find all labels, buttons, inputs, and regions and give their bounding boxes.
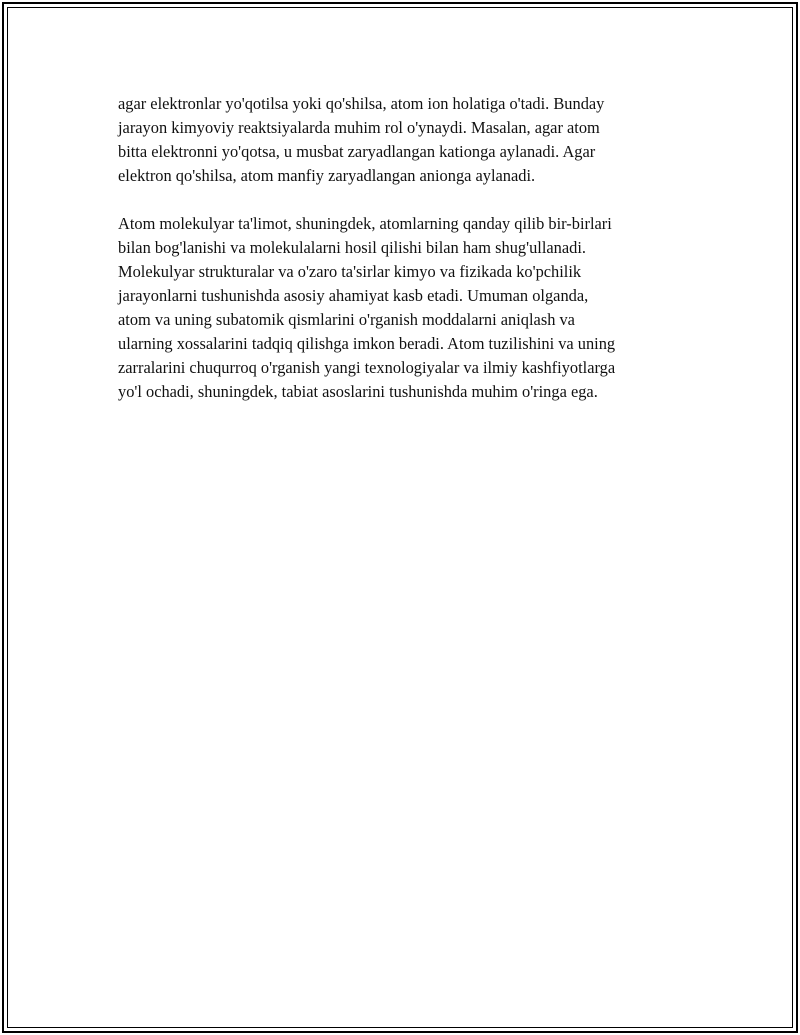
text-line: Atom molekulyar ta'limot, shuningdek, atomlarning qanday qilib bir-birlari (118, 214, 612, 233)
text-line: bilan bog'lanishi va molekulalarni hosil qilishi bilan ham shug'ullanadi. (118, 238, 586, 257)
text-line: Molekulyar strukturalar va o'zaro ta'sirlar kimyo va fizikada ko'pchilik (118, 262, 582, 281)
paragraph-ion-formation (118, 92, 690, 188)
text-line: yo'l ochadi, shuningdek, tabiat asoslarini tushunishda muhim o'ringa ega. (118, 382, 598, 401)
document-body (118, 92, 690, 404)
text-line: jarayon kimyoviy reaktsiyalarda muhim rol o'ynaydi. Masalan, agar atom (118, 118, 600, 137)
text-line: bitta elektronni yo'qotsa, u musbat zaryadlangan kationga aylanadi. Agar (118, 142, 596, 161)
text-line: jarayonlarni tushunishda asosiy ahamiyat kasb etadi. Umuman olganda, (118, 286, 589, 305)
text-line: elektron qo'shilsa, atom manfiy zaryadlangan anionga aylanadi. (118, 166, 536, 185)
text-line: zarralarini chuqurroq o'rganish yangi texnologiyalar va ilmiy kashfiyotlarga (118, 358, 616, 377)
text-line: atom va uning subatomik qismlarini o'rganish moddalarni aniqlash va (118, 310, 575, 329)
text-line: ularning xossalarini tadqiq qilishga imkon beradi. Atom tuzilishini va uning (118, 334, 616, 353)
paragraph-molecular-theory (118, 212, 690, 404)
text-line: agar elektronlar yo'qotilsa yoki qo'shilsa, atom ion holatiga o'tadi. Bunday (118, 94, 605, 113)
